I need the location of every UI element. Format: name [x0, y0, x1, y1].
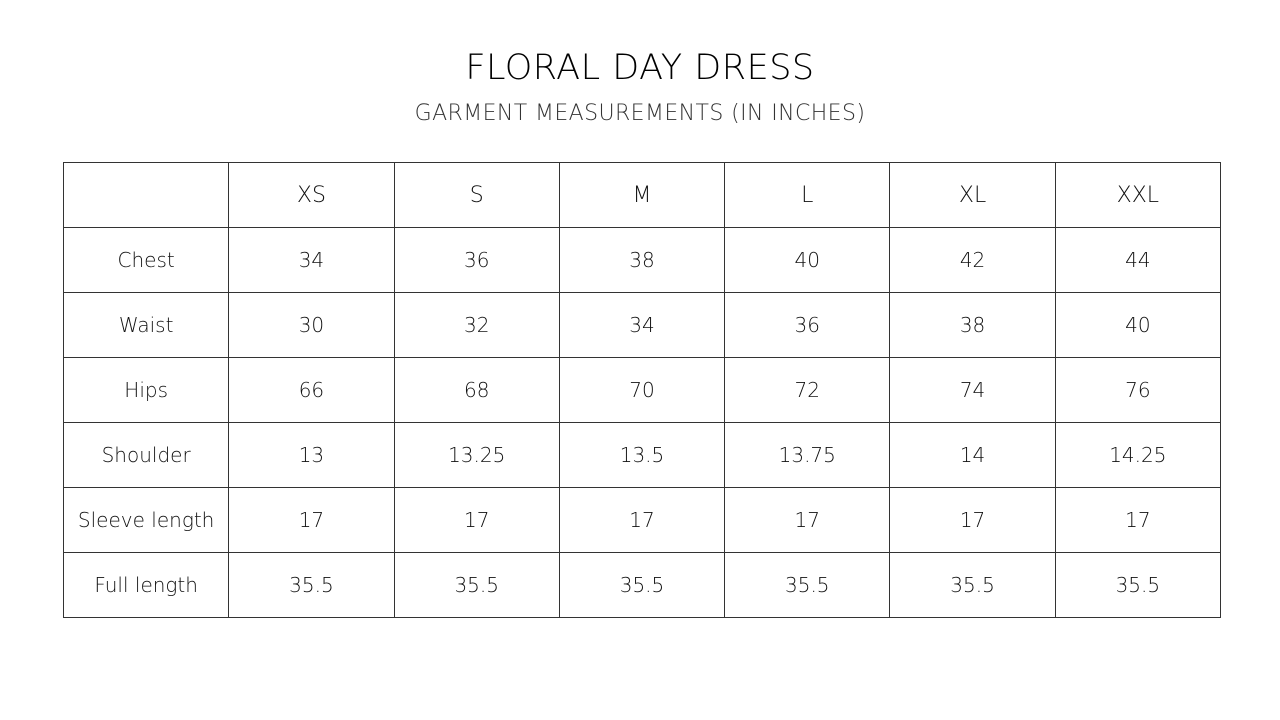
table-cell: 66 — [229, 358, 394, 423]
column-header-xxl: XXL — [1055, 163, 1220, 228]
table-cell: 40 — [1055, 293, 1220, 358]
column-header-s: S — [394, 163, 559, 228]
header-row — [64, 163, 1221, 228]
table-cell: 35.5 — [394, 553, 559, 618]
column-header-xs: XS — [229, 163, 394, 228]
table-cell: 32 — [394, 293, 559, 358]
table-cell: 17 — [229, 488, 394, 553]
table-cell: 36 — [725, 293, 890, 358]
page-title: FLORAL DAY DRESS — [465, 48, 815, 88]
table-cell: 72 — [725, 358, 890, 423]
table-row-waist — [64, 293, 1221, 358]
row-label: Chest — [64, 228, 229, 293]
table-row-shoulder — [64, 423, 1221, 488]
table-cell: 44 — [1055, 228, 1220, 293]
row-label: Waist — [64, 293, 229, 358]
table-cell: 35.5 — [229, 553, 394, 618]
table-cell: 30 — [229, 293, 394, 358]
table-cell: 35.5 — [1055, 553, 1220, 618]
row-label: Shoulder — [64, 423, 229, 488]
table-row-hips — [64, 358, 1221, 423]
table-cell: 34 — [229, 228, 394, 293]
row-label: Sleeve length — [64, 488, 229, 553]
table-cell: 68 — [394, 358, 559, 423]
table-cell: 13.25 — [394, 423, 559, 488]
table-cell: 14.25 — [1055, 423, 1220, 488]
table-cell: 70 — [559, 358, 724, 423]
table-cell: 35.5 — [890, 553, 1055, 618]
table-cell: 36 — [394, 228, 559, 293]
table-cell: 17 — [1055, 488, 1220, 553]
table-cell: 17 — [394, 488, 559, 553]
table-cell: 34 — [559, 293, 724, 358]
table-cell: 38 — [890, 293, 1055, 358]
column-header-xl: XL — [890, 163, 1055, 228]
table-body — [64, 228, 1221, 618]
table-cell: 42 — [890, 228, 1055, 293]
table-cell: 74 — [890, 358, 1055, 423]
size-chart-table — [63, 162, 1221, 618]
table-cell: 13 — [229, 423, 394, 488]
column-header-l: L — [725, 163, 890, 228]
table-cell: 17 — [725, 488, 890, 553]
table-cell: 13.75 — [725, 423, 890, 488]
table-cell: 35.5 — [559, 553, 724, 618]
corner-cell — [64, 163, 229, 228]
table-cell: 38 — [559, 228, 724, 293]
table-cell: 13.5 — [559, 423, 724, 488]
table-row-chest — [64, 228, 1221, 293]
table-cell: 35.5 — [725, 553, 890, 618]
page-subtitle: GARMENT MEASUREMENTS (IN INCHES) — [414, 101, 866, 126]
table-header — [64, 163, 1221, 228]
table-cell: 17 — [559, 488, 724, 553]
row-label: Full length — [64, 553, 229, 618]
row-label: Hips — [64, 358, 229, 423]
table-row-full-length — [64, 553, 1221, 618]
table-cell: 17 — [890, 488, 1055, 553]
table-cell: 14 — [890, 423, 1055, 488]
table-row-sleeve-length — [64, 488, 1221, 553]
table-cell: 40 — [725, 228, 890, 293]
table-cell: 76 — [1055, 358, 1220, 423]
column-header-m: M — [559, 163, 724, 228]
